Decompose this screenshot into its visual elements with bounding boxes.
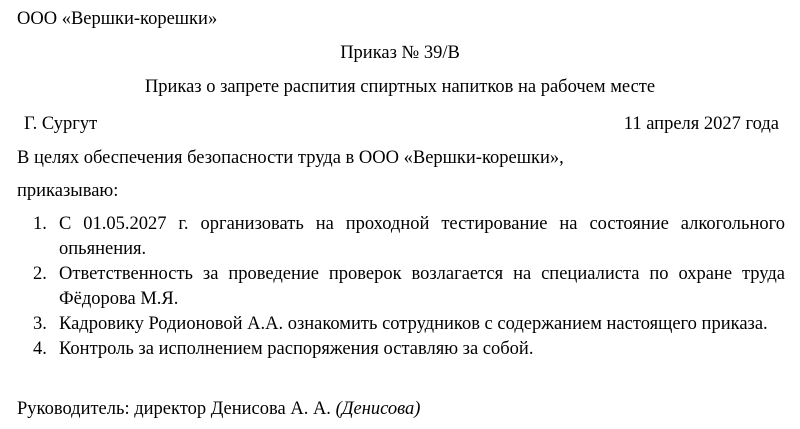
signature-line bbox=[17, 398, 420, 420]
company-name: ООО «Вершки-корешки» bbox=[17, 9, 218, 29]
order-item-text: Кадровику Родионовой А.А. ознакомить сотрудников с содержанием настоящего приказа. bbox=[59, 314, 768, 334]
order-item-text: Ответственность за проведение проверок возлагается на специалиста по охране труда Фёдорова М.Я. bbox=[59, 264, 785, 309]
purpose-statement: В целях обеспечения безопасности труда в ООО «Вершки-корешки», bbox=[17, 148, 564, 168]
order-date: 11 апреля 2027 года bbox=[623, 114, 779, 134]
order-item bbox=[33, 312, 785, 337]
order-item bbox=[33, 212, 785, 262]
signature-label: Руководитель: директор Денисова А. А. bbox=[17, 399, 331, 419]
order-title: Приказ № 39/В bbox=[340, 43, 460, 63]
order-subtitle: Приказ о запрете распития спиртных напитков на рабочем месте bbox=[144, 77, 656, 97]
order-item bbox=[33, 337, 785, 362]
order-item-number: 1. bbox=[33, 214, 47, 234]
order-item bbox=[33, 262, 785, 312]
city: Г. Сургут bbox=[24, 114, 98, 134]
order-item-number: 2. bbox=[33, 264, 47, 284]
order-word: приказываю: bbox=[17, 181, 119, 201]
order-item-text: С 01.05.2027 г. организовать на проходной тестирование на состояние алкогольного опьянения. bbox=[59, 214, 785, 259]
order-item-number: 4. bbox=[33, 339, 47, 359]
order-item-number: 3. bbox=[33, 314, 47, 334]
order-item-text: Контроль за исполнением распоряжения оставляю за собой. bbox=[59, 339, 534, 359]
order-items-list bbox=[33, 212, 785, 362]
signature-handwritten: (Денисова) bbox=[335, 399, 421, 419]
